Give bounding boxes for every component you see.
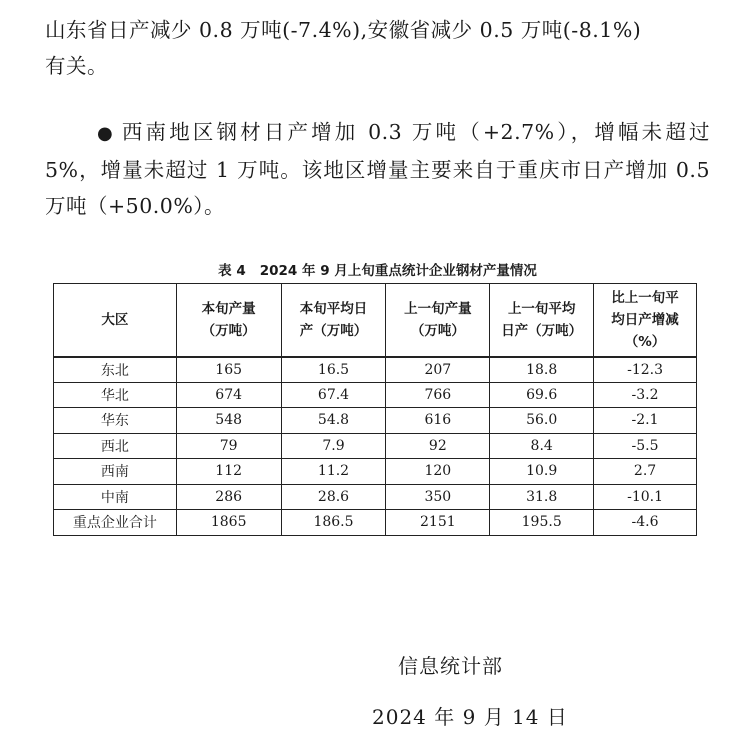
table-row-total (54, 510, 697, 536)
table-row (54, 484, 697, 510)
cell-current-daily-avg: 54.8 (281, 408, 386, 434)
cell-previous-daily-avg: 195.5 (490, 510, 594, 536)
cell-region: 华东 (54, 408, 177, 434)
header-current-daily-avg: 本旬平均日 产（万吨） (281, 284, 386, 357)
cell-current-daily-avg: 7.9 (281, 433, 386, 459)
cell-region: 西南 (54, 459, 177, 485)
cell-current-daily-avg: 28.6 (281, 484, 386, 510)
cell-current-output: 79 (176, 433, 281, 459)
cell-region: 重点企业合计 (54, 510, 177, 536)
cell-current-output: 1865 (176, 510, 281, 536)
header-current-output: 本旬产量 （万吨） (176, 284, 281, 357)
cell-previous-output: 2151 (386, 510, 490, 536)
bullet-icon: ● (97, 123, 116, 144)
paragraph-1-line-2: 有关。 (45, 54, 108, 78)
header-previous-daily-avg: 上一旬平均 日产（万吨） (490, 284, 594, 357)
table-row (54, 433, 697, 459)
cell-region: 中南 (54, 484, 177, 510)
cell-previous-daily-avg: 31.8 (490, 484, 594, 510)
cell-change-percent: -10.1 (594, 484, 697, 510)
table-row (54, 357, 697, 383)
cell-previous-daily-avg: 56.0 (490, 408, 594, 434)
table-caption-title: 2024 年 9 月上旬重点统计企业钢材产量情况 (259, 263, 537, 279)
cell-previous-daily-avg: 10.9 (490, 459, 594, 485)
table-header-row (54, 284, 697, 357)
cell-previous-output: 350 (386, 484, 490, 510)
cell-current-output: 286 (176, 484, 281, 510)
table-caption (0, 259, 755, 279)
cell-previous-output: 766 (386, 382, 490, 408)
table-caption-number: 表 4 (218, 263, 246, 279)
cell-previous-output: 616 (386, 408, 490, 434)
table-row (54, 382, 697, 408)
cell-change-percent: -3.2 (594, 382, 697, 408)
paragraph-2 (45, 114, 710, 224)
cell-region: 东北 (54, 357, 177, 383)
cell-previous-output: 207 (386, 357, 490, 383)
cell-previous-output: 120 (386, 459, 490, 485)
cell-change-percent: -4.6 (594, 510, 697, 536)
document-date: 2024 年 9 月 14 日 (372, 705, 568, 729)
cell-change-percent: -12.3 (594, 357, 697, 383)
header-change-percent: 比上一旬平 均日产增减 （%） (594, 284, 697, 357)
cell-current-output: 165 (176, 357, 281, 383)
cell-change-percent: 2.7 (594, 459, 697, 485)
cell-region: 华北 (54, 382, 177, 408)
cell-current-output: 112 (176, 459, 281, 485)
paragraph-2-text: 西南地区钢材日产增加 0.3 万吨（+2.7%），增幅未超过 5%，增量未超过 1 万吨。该地区增量主要来自于重庆市日产增加 0.5 万吨（+50.0%）。 (45, 120, 710, 218)
cell-current-daily-avg: 16.5 (281, 357, 386, 383)
cell-change-percent: -5.5 (594, 433, 697, 459)
cell-current-output: 548 (176, 408, 281, 434)
cell-current-output: 674 (176, 382, 281, 408)
cell-previous-daily-avg: 8.4 (490, 433, 594, 459)
cell-previous-daily-avg: 69.6 (490, 382, 594, 408)
cell-previous-daily-avg: 18.8 (490, 357, 594, 383)
steel-production-table (53, 283, 697, 536)
department-signature: 信息统计部 (398, 654, 503, 678)
header-region: 大区 (54, 284, 177, 357)
cell-current-daily-avg: 186.5 (281, 510, 386, 536)
cell-region: 西北 (54, 433, 177, 459)
cell-previous-output: 92 (386, 433, 490, 459)
cell-change-percent: -2.1 (594, 408, 697, 434)
paragraph-1 (45, 12, 710, 84)
header-previous-output: 上一旬产量 （万吨） (386, 284, 490, 357)
table-row (54, 408, 697, 434)
paragraph-1-line-1: 山东省日产减少 0.8 万吨(-7.4%),安徽省减少 0.5 万吨(-8.1%) (45, 18, 642, 42)
table-row (54, 459, 697, 485)
cell-current-daily-avg: 67.4 (281, 382, 386, 408)
cell-current-daily-avg: 11.2 (281, 459, 386, 485)
